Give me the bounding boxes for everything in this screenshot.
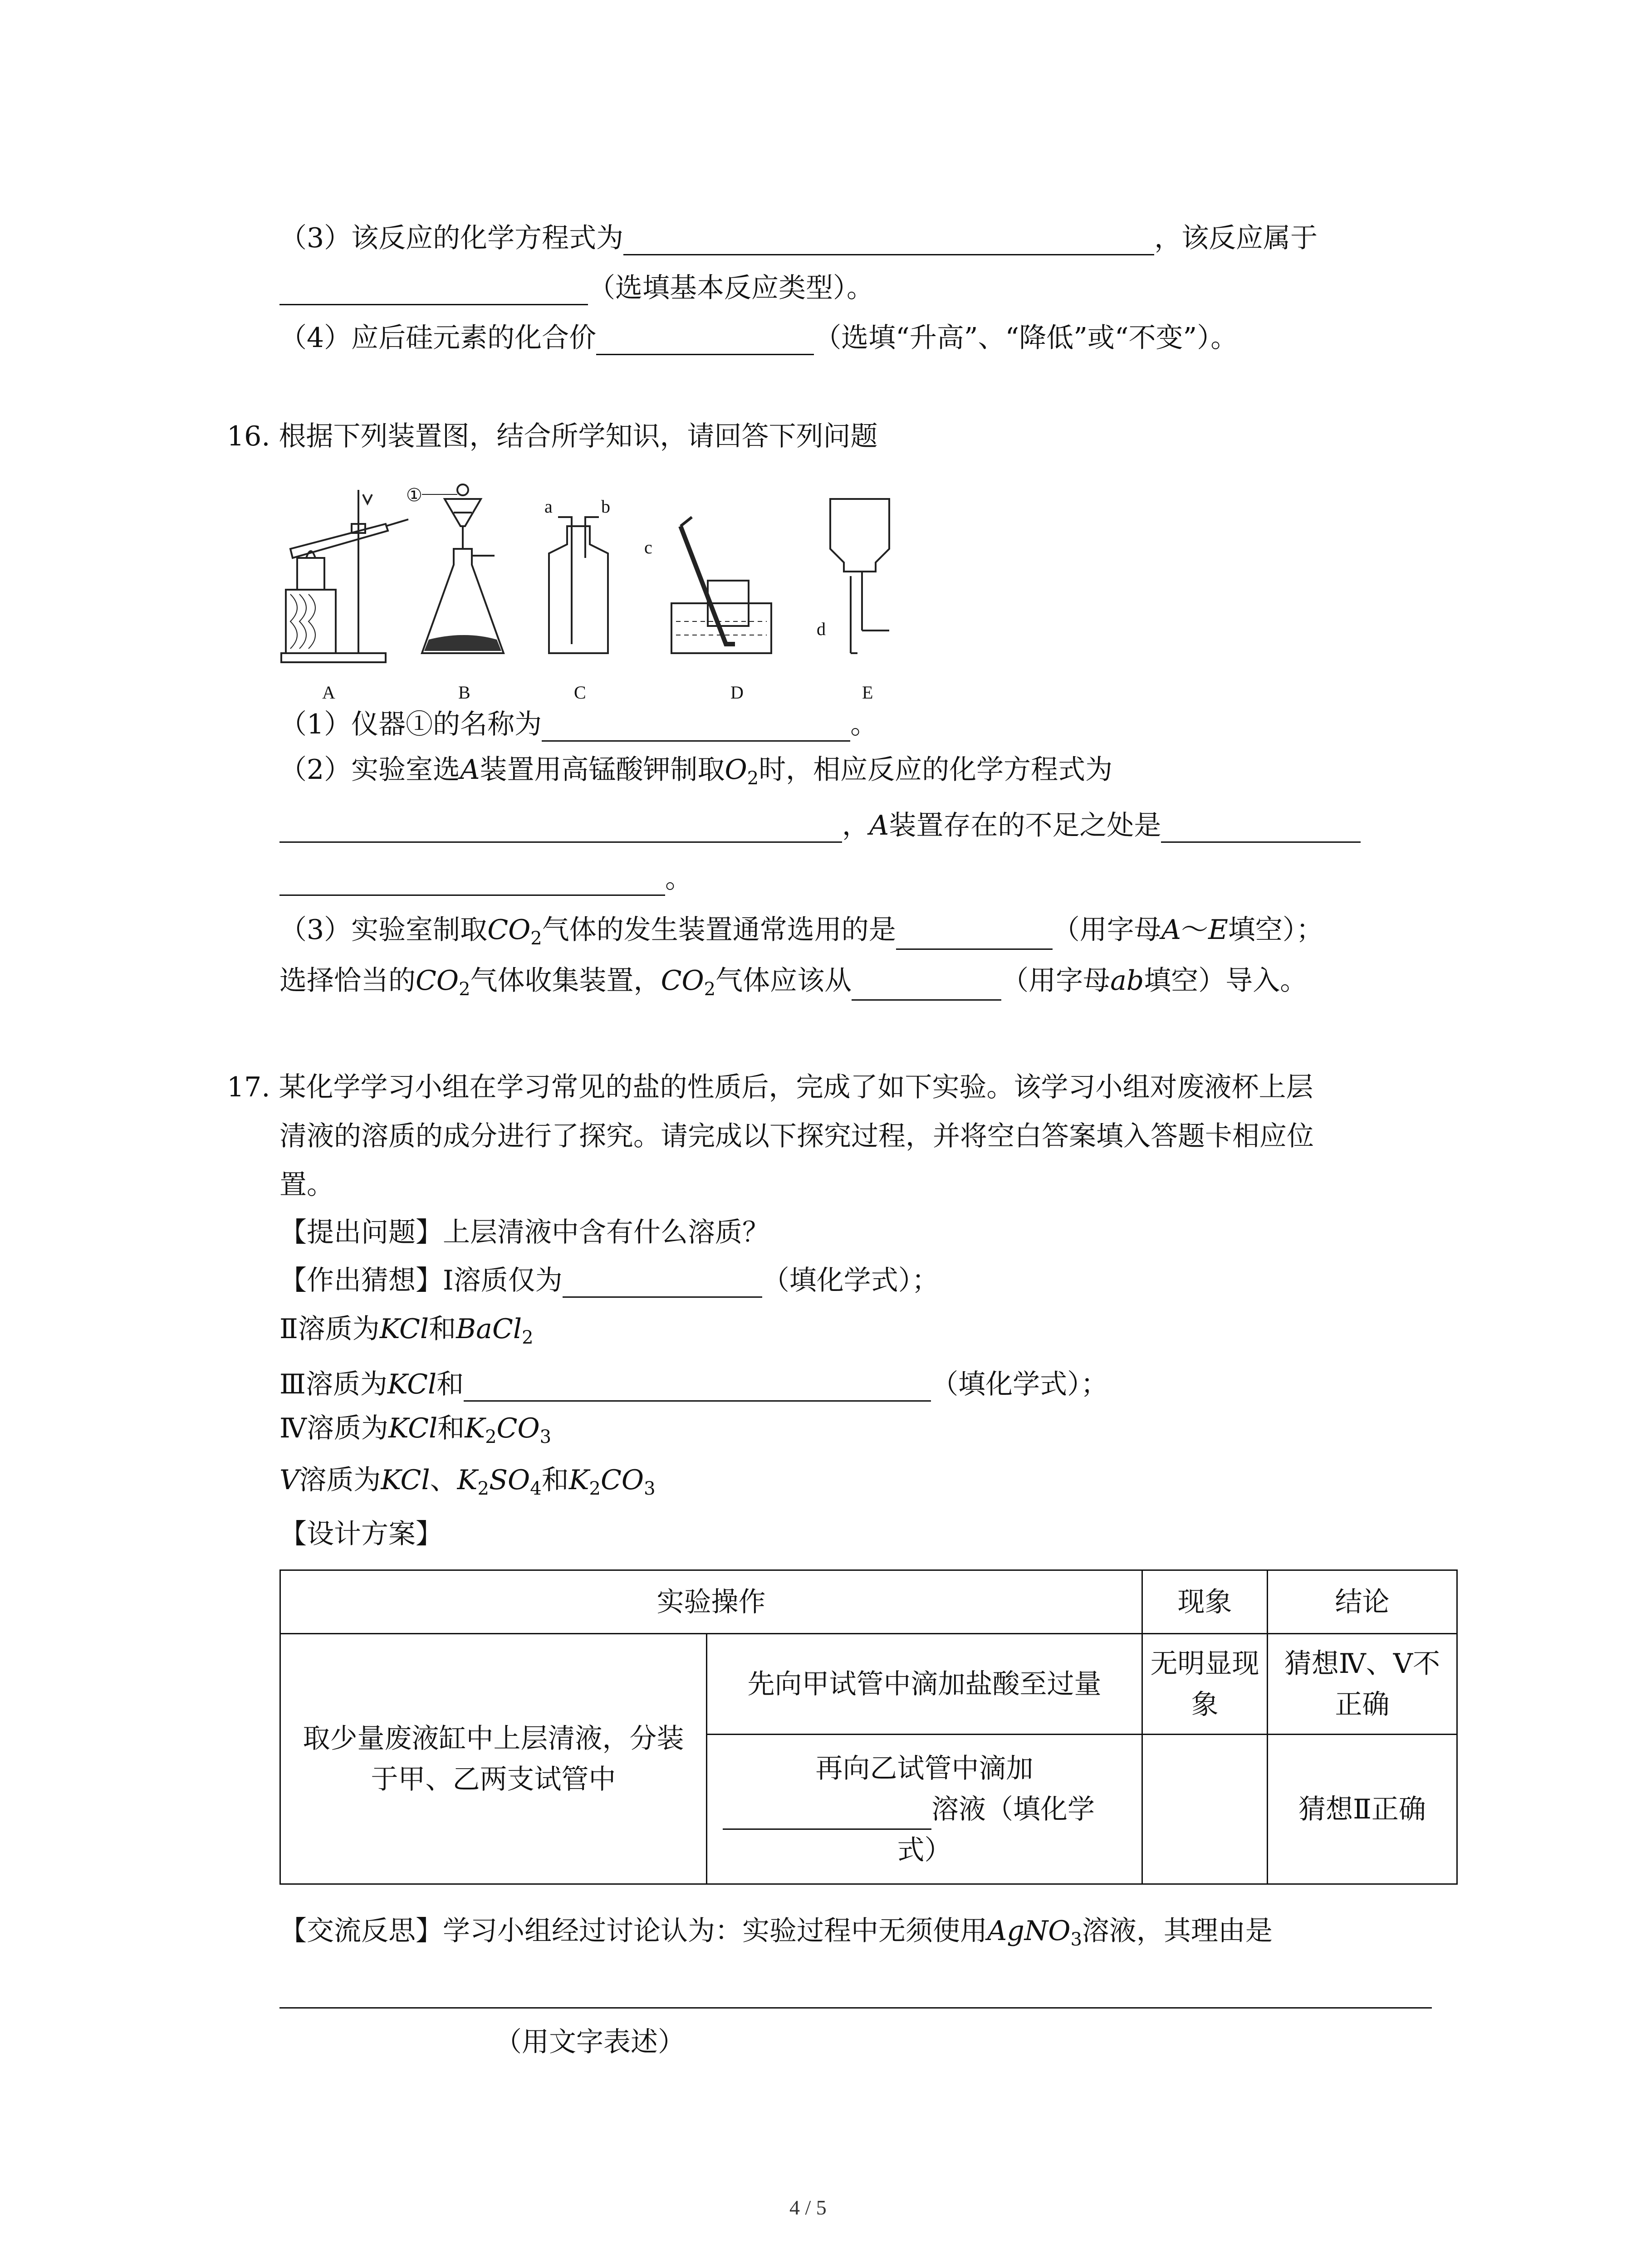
q17-guess4-and: 和 (437, 1413, 465, 1444)
q15-part4-text: （4）应后硅元素的化合价 (279, 322, 597, 354)
q17-guess4-text: Ⅳ溶质为 (279, 1413, 388, 1444)
q16-part3-text: （3）实验室制取 (279, 914, 488, 946)
header-phenomenon: 现象 (1142, 1570, 1268, 1634)
q17-guess2-bacl: BaCl (456, 1313, 522, 1345)
q17-reflect (279, 1914, 1273, 1951)
q17-guess2 (279, 1312, 534, 1349)
q16-instrument-blank[interactable] (542, 712, 850, 742)
q17-guess2-text: Ⅱ溶质为 (279, 1313, 380, 1345)
cell-op2-line1: 再向乙试管中滴加 (815, 1752, 1034, 1784)
q17-guess5-sub2: 4 (530, 1478, 542, 1499)
q17-reagent-blank[interactable] (723, 1800, 931, 1830)
cell-op2-line2 (714, 1789, 1135, 1830)
apparatus-label-b: B (458, 682, 470, 703)
q17-stem-line1: 17. 某化学学习小组在学习常见的盐的性质后，完成了如下实验。该学习小组对废液杯上层 (227, 1071, 1313, 1103)
q16-part2-line3 (279, 862, 692, 896)
q17-guess1-text: 【作出猜想】Ⅰ溶质仅为 (279, 1265, 563, 1296)
q16-part4-line (279, 964, 1307, 1001)
apparatus-label-b-port: b (601, 496, 610, 517)
apparatus-a (281, 490, 408, 662)
q17-guess3-text: Ⅲ溶质为 (279, 1369, 387, 1400)
q16-part3-text-b: 气体的发生装置通常选用的是 (542, 914, 896, 946)
q17-guess5-sub1: 2 (477, 1478, 489, 1499)
q17-ask: 【提出问题】上层清液中含有什么溶质？ (279, 1217, 769, 1248)
q16-part3-co2-sub: 2 (530, 928, 542, 949)
apparatus-label-m1: ① (406, 485, 422, 505)
apparatus-label-e: E (862, 682, 873, 703)
apparatus-label-c-port: c (644, 537, 652, 557)
q16-part2-line2 (279, 809, 1361, 843)
q16-part1-text: （1）仪器①的名称为 (279, 709, 542, 740)
q17-guess5-kcl: KCl (381, 1464, 430, 1496)
q16-part4-text: 选择恰当的 (279, 965, 416, 997)
q16-part2-end: 。 (665, 863, 692, 894)
q16-part3-text-c: （用字母 (1052, 914, 1161, 946)
q16-part4-end: 填空）导入。 (1144, 965, 1308, 997)
q16-part2-a: A (460, 754, 480, 786)
q17-guess2-sub: 2 (522, 1327, 534, 1348)
q17-guess4-sub1: 2 (485, 1427, 497, 1447)
apparatus-d (671, 517, 771, 653)
q17-guess5-v: V (279, 1464, 299, 1496)
q15-part4-line (279, 321, 1238, 355)
q16-part1-end: 。 (850, 709, 878, 740)
q17-reflect-text: 【交流反思】学习小组经过讨论认为：实验过程中无须使用 (279, 1915, 987, 1947)
q16-part3-line (279, 913, 1323, 950)
q17-reflect-text-b: 溶液，其理由是 (1082, 1915, 1273, 1947)
q16-part3-e: E (1208, 914, 1228, 946)
cell-phen2[interactable] (1142, 1735, 1268, 1884)
q16-part2-text: （2）实验室选 (279, 754, 460, 786)
apparatus-c (549, 517, 608, 653)
q16-part2-comma: ， (842, 810, 869, 841)
q16-part4-ab: ab (1110, 965, 1144, 997)
q17-guess4-sub2: 3 (539, 1427, 552, 1447)
apparatus-e (830, 499, 889, 653)
q17-reflect-agno: AgNO (987, 1915, 1071, 1947)
q16-part4-text-d: （用字母 (1001, 965, 1111, 997)
q16-part2-line (279, 753, 1112, 790)
cell-op2-text: 溶液（填化学 (931, 1793, 1095, 1825)
q17-reflect-sub: 3 (1070, 1929, 1082, 1950)
q16-part3-a: A (1161, 914, 1181, 946)
q17-guess5-sub3: 2 (589, 1478, 601, 1499)
q17-guess1-end: （填化学式）； (762, 1265, 939, 1296)
q16-part4-text-b: 气体收集装置， (470, 965, 661, 997)
apparatus-b (422, 484, 504, 653)
page-number: 4 / 5 (789, 2196, 827, 2219)
q16-part4-co2-sub: 2 (459, 979, 470, 1000)
q17-guess4-co: CO (496, 1413, 540, 1444)
q17-guess3 (279, 1368, 1108, 1402)
q15-part4-text-b: （选填“升高”、“降低”或“不变”）。 (814, 322, 1238, 354)
q15-reaction-type-blank[interactable] (279, 276, 588, 305)
q16-part3-co2: CO (487, 914, 531, 946)
q16-equation-blank[interactable] (279, 813, 842, 843)
q15-reaction-type-line (279, 271, 874, 305)
q16-part1-line (279, 708, 877, 742)
q15-part3-text: （3）该反应的化学方程式为 (279, 222, 624, 254)
cell-phen1: 无明显现象 (1142, 1634, 1268, 1735)
q17-guess3-and: 和 (436, 1369, 464, 1400)
q17-reason-blank[interactable] (279, 1980, 1432, 2009)
q17-guess5-so: SO (489, 1464, 530, 1496)
apparatus-label-a: A (322, 682, 335, 703)
q17-note: （用文字表述） (495, 2026, 685, 2058)
q16-part4-co2-sub-2: 2 (704, 979, 716, 1000)
q17-guess3-blank[interactable] (464, 1372, 931, 1402)
q17-guess5-k2: K (568, 1464, 589, 1496)
q17-guess4 (279, 1412, 551, 1448)
q15-part3-text-b: ，该反应属于 (1154, 222, 1318, 254)
cell-main-operation: 取少量废液缸中上层清液，分装于甲、乙两支试管中 (280, 1634, 707, 1884)
cell-concl1: 猜想Ⅳ、Ⅴ不正确 (1268, 1634, 1457, 1735)
q16-part2-a2: A (869, 810, 889, 841)
cell-concl2: 猜想Ⅱ正确 (1268, 1735, 1457, 1884)
header-conclusion: 结论 (1268, 1570, 1457, 1634)
q17-guess5-k: K (457, 1464, 478, 1496)
q15-equation-blank[interactable] (623, 226, 1154, 255)
apparatus-label-a-port: a (544, 496, 553, 517)
q17-guess5-and: 和 (541, 1464, 569, 1496)
q16-part2-text-f: 装置存在的不足之处是 (889, 810, 1161, 841)
q17-guess1 (279, 1264, 939, 1298)
q17-guess4-kcl: KCl (388, 1413, 438, 1444)
q16-part2-text-c: 时，相应反应的化学方程式为 (759, 754, 1113, 786)
q16-part4-co2: CO (416, 965, 459, 997)
q16-part2-o2-sub: 2 (747, 768, 759, 789)
q15-valence-blank[interactable] (596, 326, 814, 355)
q15-reaction-type-text: （选填基本反应类型）。 (588, 272, 874, 304)
q17-guess3-kcl: KCl (387, 1369, 437, 1400)
header-operation: 实验操作 (280, 1570, 1142, 1634)
q17-stem-line3: 置。 (279, 1169, 334, 1201)
apparatus-label-c: C (574, 682, 586, 703)
q17-guess4-k: K (465, 1413, 485, 1444)
q17-guess5 (279, 1463, 656, 1500)
q17-guess1-blank[interactable] (563, 1268, 762, 1298)
q16-deficiency-blank-2[interactable] (279, 866, 665, 896)
cell-op2-line3: 式） (897, 1834, 952, 1866)
q17-stem-line2: 清液的溶质的成分进行了探究。请完成以下探究过程，并将空白答案填入答题卡相应位 (279, 1120, 1314, 1152)
cell-op2 (707, 1735, 1142, 1884)
q16-part4-text-c: 气体应该从 (715, 965, 852, 997)
apparatus-figure (272, 481, 1016, 708)
q17-guess2-kcl: KCl (379, 1313, 429, 1345)
q17-guess3-end: （填化学式）； (931, 1369, 1108, 1400)
q15-part3-line (279, 221, 1318, 255)
q16-part3-end: 填空）； (1228, 914, 1323, 946)
q17-guess2-and: 和 (429, 1313, 456, 1345)
experiment-table (279, 1569, 1458, 1885)
table-row (280, 1634, 1457, 1735)
q17-guess5-co: CO (600, 1464, 644, 1496)
q16-part2-text-b: 装置用高锰酸钾制取 (480, 754, 725, 786)
cell-op1: 先向甲试管中滴加盐酸至过量 (707, 1634, 1142, 1735)
q16-part4-co2-2: CO (661, 965, 704, 997)
q17-design: 【设计方案】 (279, 1518, 443, 1550)
q16-part2-o2: O (725, 754, 747, 786)
q16-deficiency-blank[interactable] (1161, 813, 1361, 843)
table-header-row (280, 1570, 1457, 1634)
q17-guess5-text: 溶质为 (299, 1464, 381, 1496)
q16-generator-blank[interactable] (896, 920, 1053, 950)
q16-stem: 16. 根据下列装置图，结合所学知识，请回答下列问题 (227, 420, 878, 452)
apparatus-label-d: D (730, 682, 744, 703)
q16-part3-tilde: ～ (1181, 914, 1209, 946)
q16-inlet-blank[interactable] (852, 971, 1001, 1001)
q17-guess5-sub4: 3 (644, 1478, 656, 1499)
q17-guess5-comma: 、 (430, 1464, 457, 1496)
apparatus-label-d-port: d (817, 619, 826, 639)
